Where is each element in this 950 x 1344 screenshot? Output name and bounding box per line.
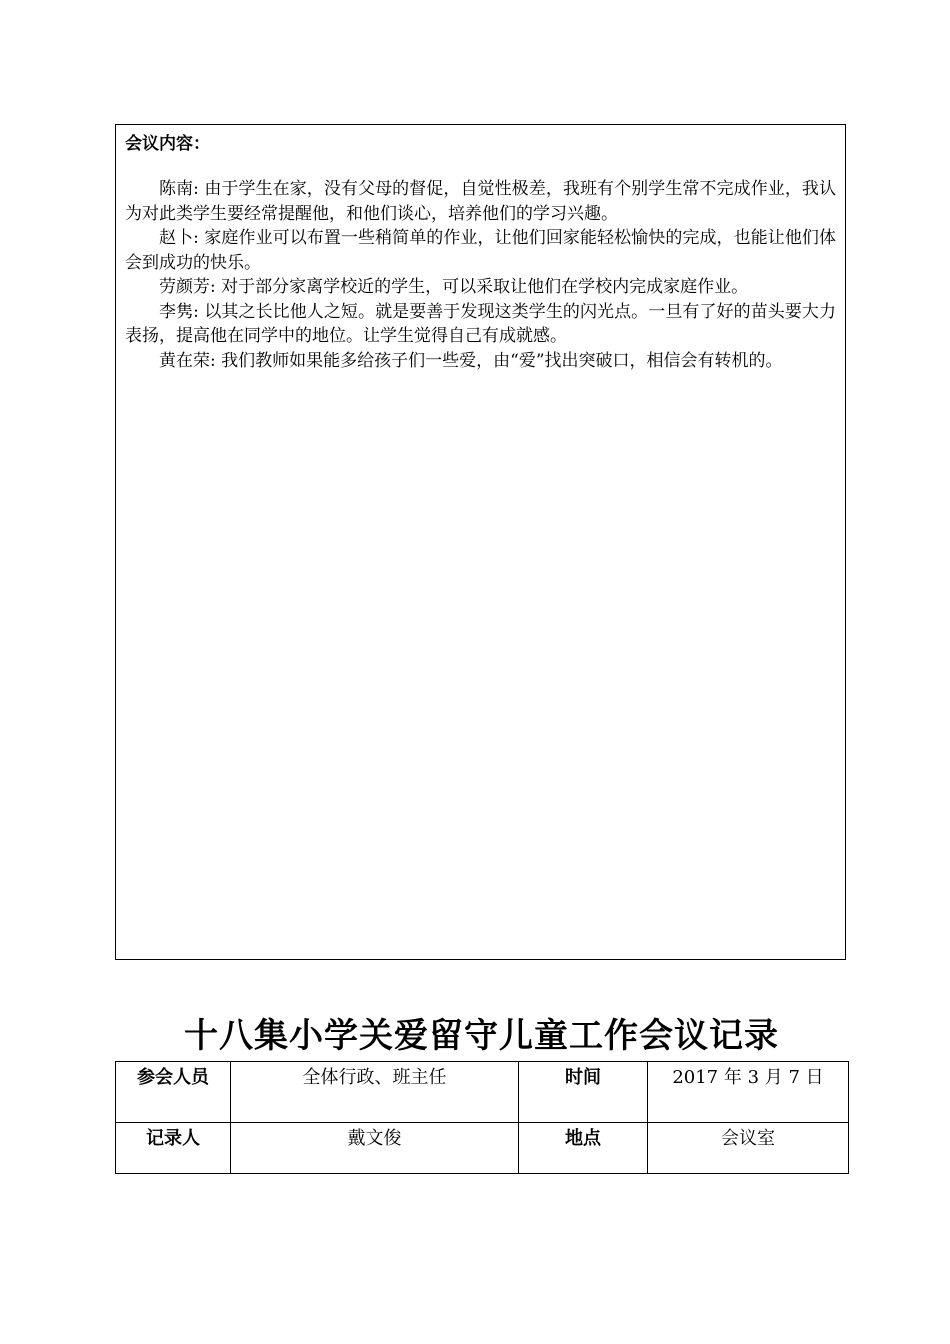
time-value: 2017 年 3 月 7 日 xyxy=(648,1062,849,1123)
speaker-paragraph: 陈南: 由于学生在家，没有父母的督促，自觉性极差，我班有个别学生常不完成作业，我认为对此类学生要经常提醒他，和他们谈心，培养他们的学习兴趣。 xyxy=(125,179,836,224)
speaker-paragraph: 赵卜: 家庭作业可以布置一些稍简单的作业，让他们回家能轻松愉快的完成，也能让他们体会到成功的快乐。 xyxy=(125,228,836,273)
time-label: 时间 xyxy=(519,1062,648,1123)
recorder-label: 记录人 xyxy=(116,1123,231,1174)
location-label: 地点 xyxy=(519,1123,648,1174)
speaker-paragraph: 黄在荣: 我们教师如果能多给孩子们一些爱，由“爱”找出突破口，相信会有转机的。 xyxy=(159,350,783,371)
speaker-paragraph: 李隽: 以其之长比他人之短。就是要善于发现这类学生的闪光点。一旦有了好的苗头要大力表扬，提高他在同学中的地位。让学生觉得自己有成就感。 xyxy=(125,301,836,346)
table-row xyxy=(116,1123,849,1174)
attendees-value: 全体行政、班主任 xyxy=(231,1062,519,1123)
meeting-content-box xyxy=(115,124,846,960)
document-title: 十八集小学关爱留守儿童工作会议记录 xyxy=(184,1016,779,1056)
attendees-label: 参会人员 xyxy=(116,1062,231,1123)
meeting-info-table xyxy=(115,1061,849,1174)
meeting-content-heading: 会议内容： xyxy=(125,134,210,154)
table-row xyxy=(116,1062,849,1123)
speaker-paragraph: 劳颜芳: 对于部分家离学校近的学生，可以采取让他们在学校内完成家庭作业。 xyxy=(159,277,749,297)
recorder-value: 戴文俊 xyxy=(231,1123,519,1174)
location-value: 会议室 xyxy=(648,1123,849,1174)
